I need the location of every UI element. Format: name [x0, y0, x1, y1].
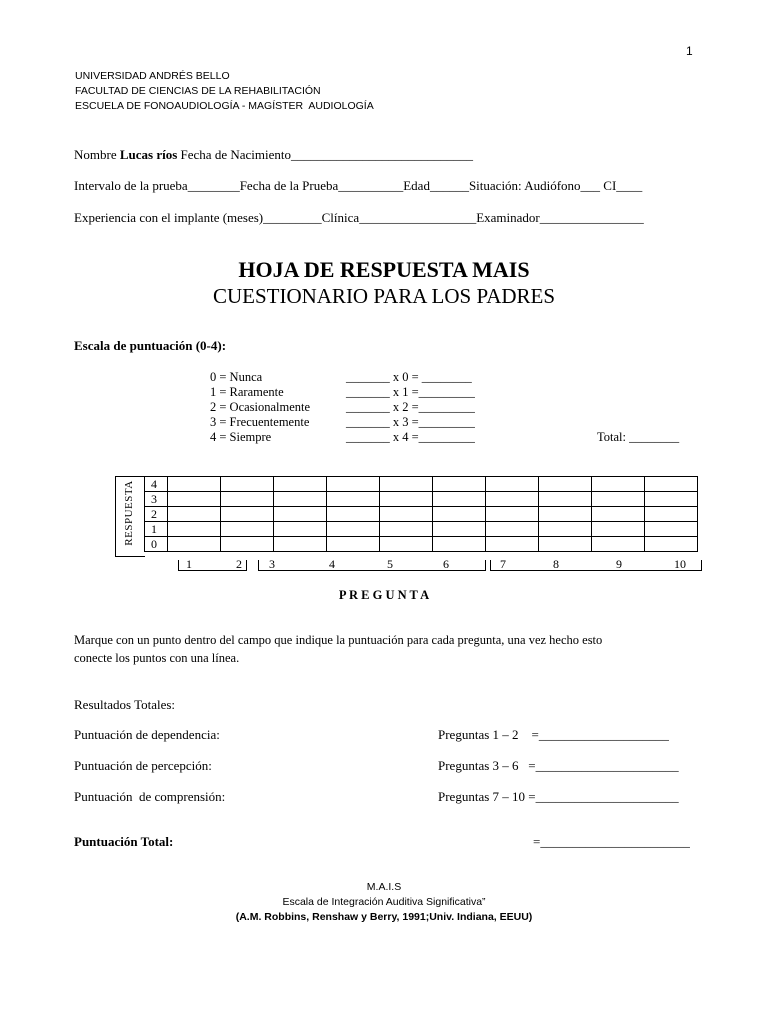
scale-total: Total: ________: [597, 430, 680, 444]
grid-cell[interactable]: [327, 522, 380, 537]
grid-row-2: [145, 507, 698, 522]
scale-calc-3: _______ x 3 =_________: [346, 415, 475, 429]
grid-cell[interactable]: [433, 492, 486, 507]
grid-cell[interactable]: [380, 537, 433, 552]
patient-name-value: Lucas ríos: [119, 147, 178, 162]
grid-cell[interactable]: [486, 492, 539, 507]
sheet-subtitle: CUESTIONARIO PARA LOS PADRES: [212, 284, 556, 308]
bracket-comprension: [490, 560, 702, 571]
grid-cell[interactable]: [274, 477, 327, 492]
grid-cell[interactable]: [433, 477, 486, 492]
grid-cell[interactable]: [327, 477, 380, 492]
grid-cell[interactable]: [380, 522, 433, 537]
grid-cell[interactable]: [274, 492, 327, 507]
grid-ylabel: RESPUESTA: [123, 480, 135, 546]
footer-acronym: M.A.I.S: [366, 881, 402, 893]
grid-cell[interactable]: [380, 477, 433, 492]
total-score-label: Puntuación Total:: [74, 834, 174, 849]
question-number: 10: [674, 557, 686, 571]
implant-experience-line: Experiencia con el implante (meses)_________Clínica__________________Examinador________________: [74, 210, 644, 225]
scale-calc-1: _______ x 1 =_________: [346, 385, 475, 399]
grid-cell[interactable]: [486, 522, 539, 537]
question-number: 3: [269, 557, 275, 571]
grid-cell[interactable]: [168, 537, 221, 552]
grid-cell[interactable]: [433, 522, 486, 537]
grid-cell[interactable]: [486, 507, 539, 522]
grid-row-1: [145, 522, 698, 537]
scale-calc-0: _______ x 0 = ________: [346, 370, 472, 384]
faculty-name: FACULTAD DE CIENCIAS DE LA REHABILITACIÓN: [75, 85, 321, 97]
grid-cell[interactable]: [327, 537, 380, 552]
question-number: 2: [236, 557, 242, 571]
grid-row-label: 3: [145, 492, 168, 507]
grid-cell[interactable]: [327, 492, 380, 507]
grid-xlabel: P R E G U N T A: [338, 588, 430, 602]
grid-cell[interactable]: [221, 507, 274, 522]
grid-cell[interactable]: [645, 507, 698, 522]
question-number: 7: [500, 557, 506, 571]
patient-name-line: [74, 147, 473, 163]
footer-scale-name: Escala de Integración Auditiva Significativa”: [282, 896, 486, 908]
grid-cell[interactable]: [274, 522, 327, 537]
question-number: 4: [329, 557, 335, 571]
question-number: 9: [616, 557, 622, 571]
scale-heading: Escala de puntuación (0-4):: [74, 338, 227, 353]
grid-cell[interactable]: [539, 492, 592, 507]
grid-cell[interactable]: [539, 537, 592, 552]
question-number: 5: [387, 557, 393, 571]
grid-cell[interactable]: [433, 507, 486, 522]
question-number: 8: [553, 557, 559, 571]
instructions-line2: conecte los puntos con una línea.: [74, 651, 240, 665]
grid-cell[interactable]: [168, 492, 221, 507]
grid-cell[interactable]: [592, 507, 645, 522]
grid-row-label: 4: [145, 477, 168, 492]
grid-cell[interactable]: [380, 507, 433, 522]
grid-cell[interactable]: [592, 492, 645, 507]
grid-row-label: 0: [145, 537, 168, 552]
scale-calc-4: _______ x 4 =_________: [346, 430, 475, 444]
grid-cell[interactable]: [645, 477, 698, 492]
name-label: Nombre: [74, 147, 120, 162]
result-label-percepcion: Puntuación de percepción:: [74, 758, 212, 773]
grid-cell[interactable]: [380, 492, 433, 507]
grid-cell[interactable]: [486, 537, 539, 552]
grid-row-0: [145, 537, 698, 552]
grid-cell[interactable]: [592, 477, 645, 492]
grid-cell[interactable]: [539, 507, 592, 522]
grid-cell[interactable]: [539, 522, 592, 537]
instructions-line1: Marque con un punto dentro del campo que indique la puntuación para cada pregunta, una vez hecho esto: [74, 633, 603, 647]
grid-cell[interactable]: [221, 522, 274, 537]
scale-calc-2: _______ x 2 =_________: [346, 400, 475, 414]
question-number: 1: [186, 557, 192, 571]
grid-cell[interactable]: [274, 507, 327, 522]
grid-row-3: [145, 492, 698, 507]
school-name: ESCUELA DE FONOAUDIOLOGÍA - MAGÍSTER AUDIOLOGÍA: [75, 100, 374, 112]
grid-cell[interactable]: [645, 492, 698, 507]
sheet-title: HOJA DE RESPUESTA MAIS: [238, 257, 530, 282]
scale-label-0: 0 = Nunca: [210, 370, 263, 384]
page-number: 1: [686, 44, 693, 58]
grid-cell[interactable]: [486, 477, 539, 492]
footer-citation: (A.M. Robbins, Renshaw y Berry, 1991;Univ. Indiana, EEUU): [235, 911, 533, 923]
response-grid: [144, 476, 698, 552]
grid-cell[interactable]: [221, 477, 274, 492]
grid-cell[interactable]: [645, 537, 698, 552]
total-score-value: =_______________________: [533, 834, 690, 849]
grid-cell[interactable]: [168, 522, 221, 537]
grid-row-label: 1: [145, 522, 168, 537]
grid-cell[interactable]: [221, 537, 274, 552]
grid-cell[interactable]: [327, 507, 380, 522]
results-heading: Resultados Totales:: [74, 697, 176, 712]
grid-cell[interactable]: [645, 522, 698, 537]
scale-label-4: 4 = Siempre: [210, 430, 272, 444]
scale-label-3: 3 = Frecuentemente: [210, 415, 310, 429]
grid-row-4: [145, 477, 698, 492]
grid-cell[interactable]: [433, 537, 486, 552]
institution-name: UNIVERSIDAD ANDRÉS BELLO: [75, 70, 230, 82]
question-number: 6: [443, 557, 449, 571]
result-range-dependencia: Preguntas 1 – 2 =____________________: [438, 727, 669, 742]
grid-cell[interactable]: [592, 537, 645, 552]
bracket-percepcion: [258, 560, 486, 571]
scale-label-1: 1 = Raramente: [210, 385, 284, 399]
result-range-percepcion: Preguntas 3 – 6 =______________________: [438, 758, 679, 773]
grid-row-label: 2: [145, 507, 168, 522]
result-label-dependencia: Puntuación de dependencia:: [74, 727, 220, 742]
grid-cell[interactable]: [168, 477, 221, 492]
test-info-line: Intervalo de la prueba________Fecha de la Prueba__________Edad______Situación: Audiófono___ CI____: [74, 178, 643, 193]
grid-cell[interactable]: [274, 537, 327, 552]
grid-cell[interactable]: [168, 507, 221, 522]
grid-cell[interactable]: [592, 522, 645, 537]
grid-cell[interactable]: [221, 492, 274, 507]
result-range-comprension: Preguntas 7 – 10 =______________________: [438, 789, 679, 804]
grid-cell[interactable]: [539, 477, 592, 492]
scale-label-2: 2 = Ocasionalmente: [210, 400, 311, 414]
birth-date-field: Fecha de Nacimiento____________________________: [177, 147, 473, 162]
result-label-comprension: Puntuación de comprensión:: [74, 789, 226, 804]
